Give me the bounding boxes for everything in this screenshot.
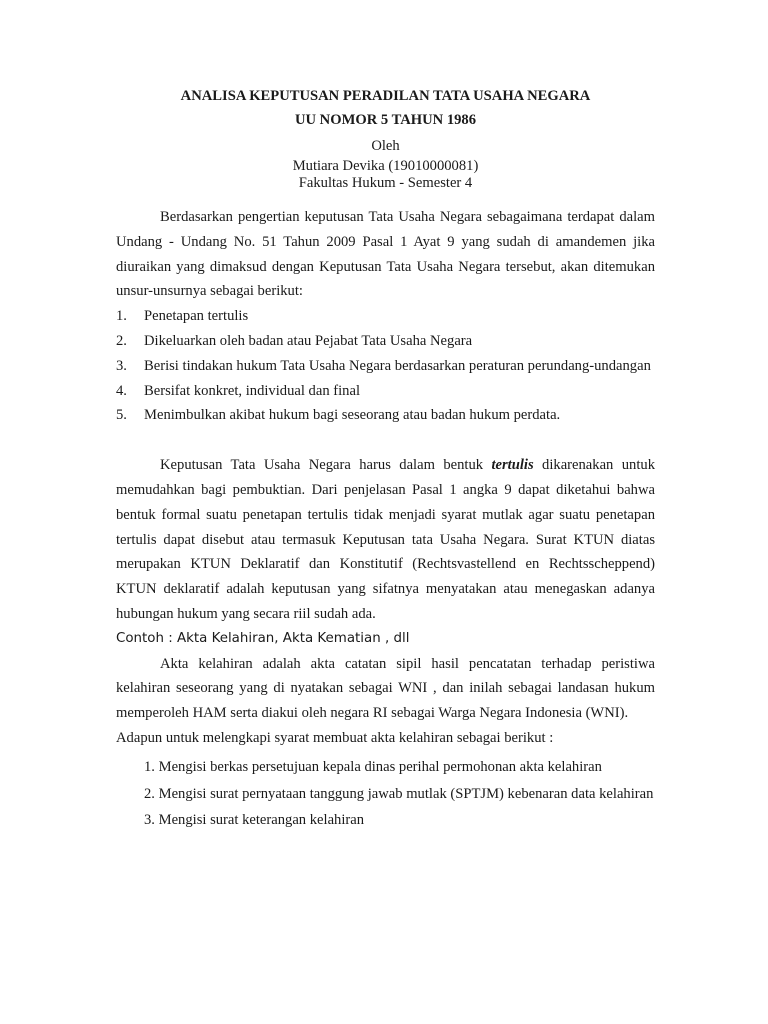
list-item-text: Penetapan tertulis [144,308,249,325]
list-item-text: Berisi tindakan hukum Tata Usaha Negara berdasarkan peraturan perundang-undangan [144,357,651,374]
paragraph-text-start: Keputusan Tata Usaha Negara harus dalam bentuk [160,457,492,474]
list-item-number: 2. [116,332,127,349]
intro-paragraph: Berdasarkan pengertian keputusan Tata Usaha Negara sebagaimana terdapat dalam Undang - Undang No. 51 Tahun 2009 Pasal 1 Ayat 9 yang sudah di amandemen jika diuraikan yang dimaksud dengan Keputusan Tata Usaha Negara tersebut, akan ditemukan unsur-unsurnya sebagai berikut: [116,209,655,300]
list-item: 2. Mengisi surat pernyataan tanggung jawab mutlak (SPTJM) kebenaran data kelahiran [144,785,654,802]
example-line: Contoh : Akta Kelahiran, Akta Kematian , dll [116,630,410,646]
list-item [116,329,655,354]
list-item [116,379,655,404]
by-label: Oleh [371,138,400,154]
list-item [116,403,655,428]
list-item-text: Dikeluarkan oleh badan atau Pejabat Tata Usaha Negara [144,332,473,349]
list-item: 1. Mengisi berkas persetujuan kepala dinas perihal permohonan akta kelahiran [144,758,602,775]
list-item [116,354,655,379]
paragraph-text-end: dikarenakan untuk memudahkan bagi pembuktian. Dari penjelasan Pasal 1 angka 9 dapat diketahui bahwa bentuk formal suatu penetapan tertulis tidak menjadi syarat mutlak agar suatu penetapan tertulis dapat disebut atau termasuk Keputusan tata Usaha Negara. Surat KTUN diatas merupakan KTUN Deklaratif dan Konstitutif (Rechtsvastellend en Rechtsscheppend) KTUN deklaratif adalah keputusan yang sifatnya menyatakan atau menegaskan adanya hubungan hukum yang secara riil sudah ada. [116,457,655,622]
author-name: Mutiara Devika (19010000081) [292,158,479,174]
list-item-number: 1. [116,308,127,325]
list-item-text: Bersifat konkret, individual dan final [144,382,361,399]
list-item-number: 5. [116,407,127,424]
list-item [116,304,655,329]
written-form-paragraph [116,453,655,627]
author-faculty: Fakultas Hukum - Semester 4 [298,175,473,191]
document-title: ANALISA KEPUTUSAN PERADILAN TATA USAHA NEGARA [180,88,591,104]
elements-list [116,304,655,428]
list-item: 3. Mengisi surat keterangan kelahiran [144,812,365,829]
birth-certificate-paragraph: Akta kelahiran adalah akta catatan sipil hasil pencatatan terhadap peristiwa kelahiran seseorang yang di nyatakan sebagai WNI , dan inilah sebagai landasan hukum memperoleh HAM serta diakui oleh negara RI sebagai Warga Negara Indonesia (WNI). [116,655,655,722]
list-item-text: Menimbulkan akibat hukum bagi seseorang atau badan hukum perdata. [144,407,561,424]
list-item-number: 3. [116,357,127,374]
emphasized-term: tertulis [491,457,534,474]
requirements-list [116,755,655,833]
list-item-number: 4. [116,382,127,399]
document-subtitle: UU NOMOR 5 TAHUN 1986 [294,112,477,128]
requirements-intro: Adapun untuk melengkapi syarat membuat akta kelahiran sebagai berikut : [116,729,554,746]
spacer [116,428,655,453]
